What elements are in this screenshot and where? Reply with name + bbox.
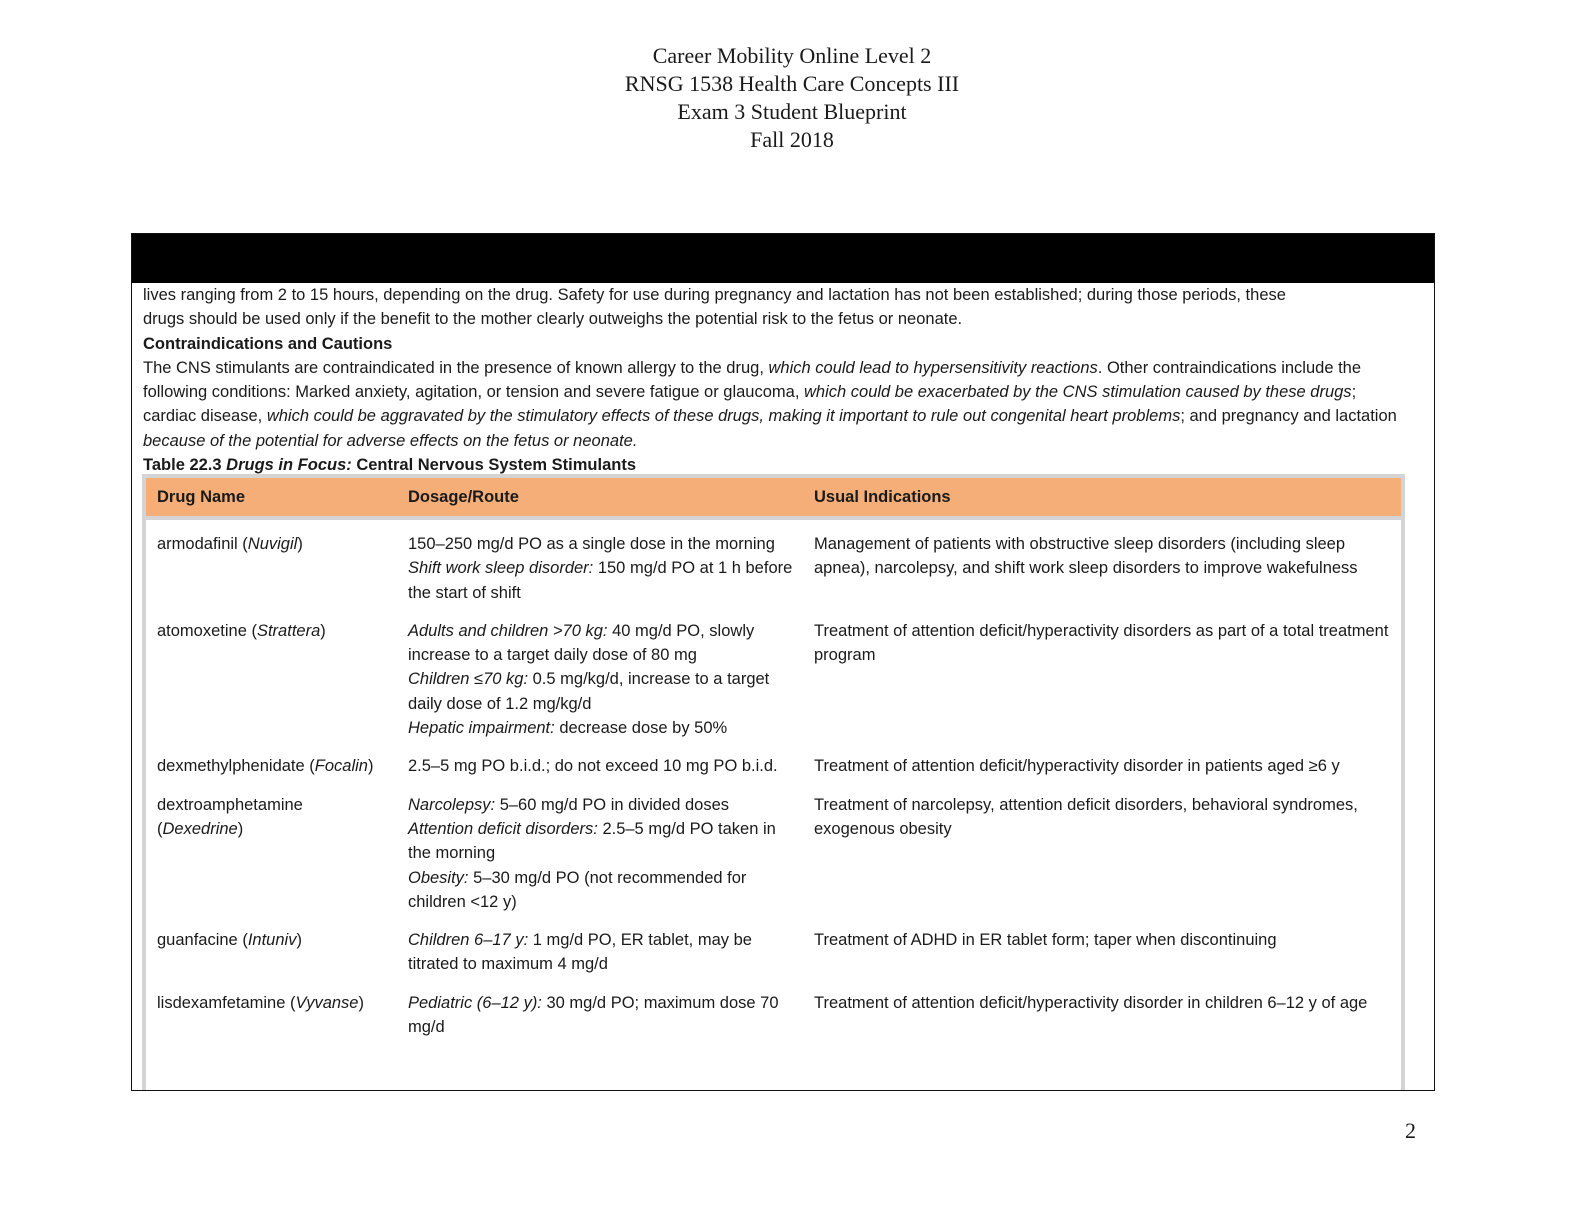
cell-usual-indications: Treatment of ADHD in ER tablet form; taper when discontinuing [814,931,1277,950]
dosage-label: Pediatric (6–12 y): [408,993,542,1012]
column-header-drug-name: Drug Name [146,478,397,518]
dosage-label: Narcolepsy: [408,795,496,814]
document-header [0,42,1584,154]
dosage-line: 2.5–5 mg PO b.i.d.; do not exceed 10 mg PO b.i.d. [408,757,778,776]
cell-usual-indications: Treatment of narcolepsy, attention deficit disorders, behavioral syndromes, exogenous obesity [814,795,1358,838]
cell-dosage-route [397,991,803,1054]
header-term: Fall 2018 [750,127,834,152]
cell-usual-indications: Management of patients with obstructive sleep disorders (including sleep apnea), narcolepsy, and shift work sleep disorders to improve wakefulness [814,535,1358,578]
column-header-usual-indications: Usual Indications [803,478,1401,518]
brand-name: Nuvigil [247,535,298,553]
column-header-dosage-route: Dosage/Route [397,478,803,518]
table-row [146,518,1401,619]
dosage-label: Attention deficit disorders: [408,819,598,838]
body-text [143,283,1403,477]
drug-table-frame [142,474,1405,1091]
cell-drug-name: dextroamphetamine (Dexedrine) [157,795,303,838]
dosage-line: Hepatic impairment: decrease dose by 50% [408,719,728,738]
brand-name: Strattera [256,621,321,640]
paragraph-half-lives: lives ranging from 2 to 15 hours, depending on the drug. Safety for use during pregnancy and lactation has not been established; during those periods, these drugs should be used only if the benefit to the mother clearly outweighs the potential risk to the fetus or neonate. [143,286,1286,329]
drug-table [146,478,1401,1053]
dosage-label: Children 6–17 y: [408,931,529,950]
cell-dosage-route [397,928,803,991]
header-course-title: RNSG 1538 Health Care Concepts III [624,71,960,96]
black-header-bar [132,234,1434,283]
brand-name: Dexedrine [162,819,238,838]
dosage-line: Narcolepsy: 5–60 mg/d PO in divided doses [408,795,730,814]
header-course-program: Career Mobility Online Level 2 [652,43,932,68]
table-row [146,619,1401,754]
cell-usual-indications: Treatment of attention deficit/hyperactivity disorder in children 6–12 y of age [814,993,1368,1012]
brand-name: Vyvanse [295,993,359,1012]
cell-dosage-route [397,793,803,928]
paragraph-contraindications: The CNS stimulants are contraindicated in the presence of known allergy to the drug, which could lead to hypersensitivity reactions. Other contraindications include the following conditions: Marked anxiety, agitation, or tension and severe fatigue or glaucoma, which could be exacerbated by the CNS stimulation caused by these drugs; cardiac disease, which could be aggravated by the stimulatory effects of these drugs, making it important to rule out congenital heart problems; and pregnancy and lactation because of the potential for adverse effects on the fetus or neonate. [143,358,1397,450]
table-header-row [146,478,1401,518]
table-row [146,991,1401,1054]
table-row [146,754,1401,792]
table-row [146,793,1401,928]
header-exam-title: Exam 3 Student Blueprint [677,99,907,124]
dosage-label: Shift work sleep disorder: [408,559,594,578]
cell-usual-indications: Treatment of attention deficit/hyperactivity disorders as part of a total treatment program [814,621,1389,665]
dosage-line: 150–250 mg/d PO as a single dose in the morning [408,535,775,553]
dosage-label: Obesity: [408,868,469,887]
dosage-line: Shift work sleep disorder: 150 mg/d PO at 1 h before the start of shift [408,559,793,602]
dosage-line: Adults and children >70 kg: 40 mg/d PO, slowly increase to a target daily dose of 80 mg [408,621,755,665]
dosage-line: Children 6–17 y: 1 mg/d PO, ER tablet, may be titrated to maximum 4 mg/d [408,931,752,974]
cell-dosage-route [397,619,803,754]
table-caption: Table 22.3 Drugs in Focus: Central Nervous System Stimulants [143,456,637,475]
dosage-line: Children ≤70 kg: 0.5 mg/kg/d, increase to a target daily dose of 1.2 mg/kg/d [408,670,770,713]
cell-drug-name: dexmethylphenidate (Focalin) [157,757,374,776]
dosage-label: Hepatic impairment: [408,719,555,738]
cell-drug-name: armodafinil (Nuvigil) [157,535,303,553]
dosage-label: Adults and children >70 kg: [408,621,608,640]
section-heading: Contraindications and Cautions [143,334,393,353]
brand-name: Intuniv [247,931,297,950]
cell-drug-name: guanfacine (Intuniv) [157,931,302,950]
cell-drug-name: atomoxetine (Strattera) [157,621,326,640]
brand-name: Focalin [314,757,368,776]
dosage-label: Children ≤70 kg: [408,670,529,689]
cell-dosage-route [397,518,803,619]
cell-drug-name: lisdexamfetamine (Vyvanse) [157,993,364,1012]
content-box [131,233,1435,1091]
dosage-line: Pediatric (6–12 y): 30 mg/d PO; maximum dose 70 mg/d [408,993,779,1037]
dosage-line: Attention deficit disorders: 2.5–5 mg/d PO taken in the morning [408,819,776,863]
cell-dosage-route [397,754,803,792]
dosage-line: Obesity: 5–30 mg/d PO (not recommended for children <12 y) [408,868,747,911]
page-number: 2 [1405,1118,1416,1143]
cell-usual-indications: Treatment of attention deficit/hyperactivity disorder in patients aged ≥6 y [814,757,1340,776]
table-row [146,928,1401,991]
